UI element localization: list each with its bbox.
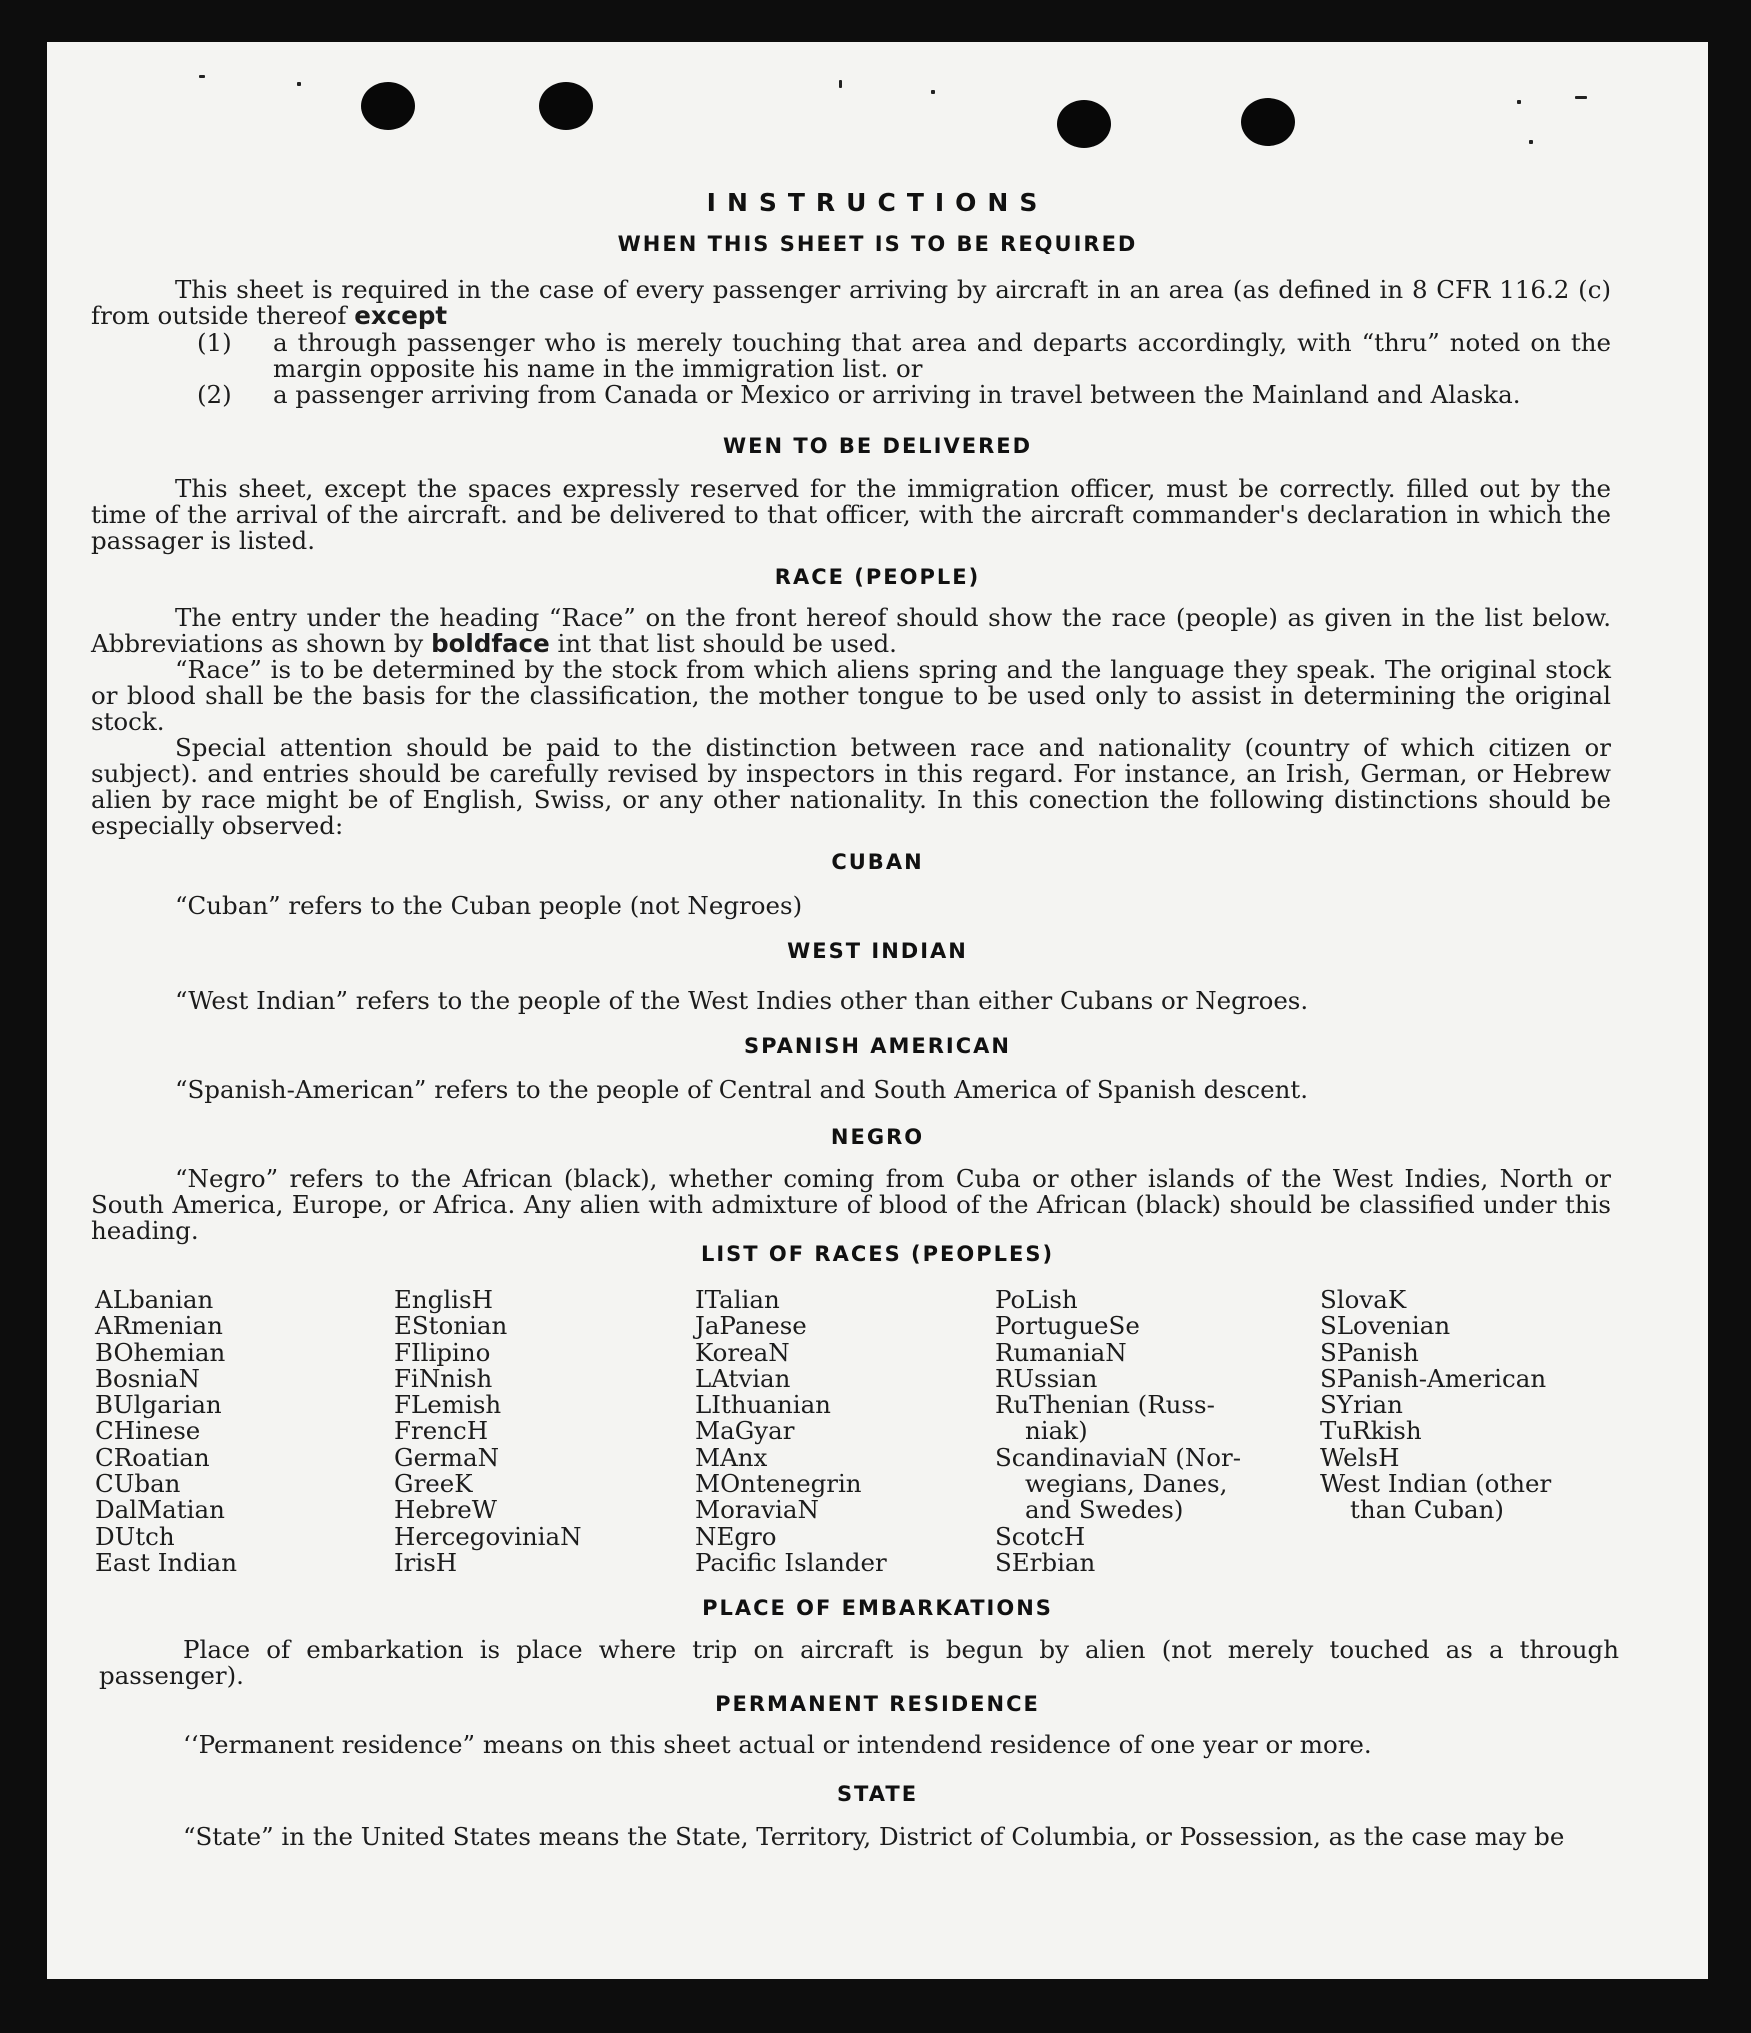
- race-item: ALbanian: [95, 1285, 214, 1314]
- race-item: HebreW: [394, 1495, 497, 1525]
- race-item-continued: wegians, Danes,: [1025, 1469, 1228, 1499]
- heading-permanent-residence: PERMANENT RESIDENCE: [715, 1692, 1040, 1716]
- paragraph-race-entry: The entry under the heading “Race” on the front hereof should show the race (people) as given in the list below. Abbreviations as shown by boldface int that list should be used.: [91, 603, 1611, 658]
- race-item: CRoatian: [95, 1442, 210, 1472]
- speck: [1575, 96, 1587, 99]
- race-item: GermaN: [394, 1442, 500, 1472]
- race-item: HercegoviniaN: [394, 1521, 582, 1551]
- race-item: ScotcH: [995, 1521, 1086, 1551]
- race-item: ITalian: [695, 1285, 780, 1314]
- race-item: RuThenian (Russ-: [995, 1390, 1215, 1420]
- race-item: WelsH: [1320, 1442, 1400, 1472]
- list-item: (1) a through passenger who is merely touching that area and departs accordingly, with “thru” noted on the margin opposite his name in the immigration list. or: [197, 328, 1611, 383]
- race-item: EStonian: [394, 1311, 508, 1341]
- race-item-continued: than Cuban): [1350, 1495, 1504, 1525]
- race-column-1: [95, 1287, 237, 1576]
- heading-spanish-american: SPANISH AMERICAN: [744, 1034, 1011, 1058]
- race-item: CUban: [95, 1469, 181, 1499]
- race-item: PoLish: [995, 1285, 1078, 1314]
- race-item-continued: and Swedes): [1025, 1495, 1184, 1525]
- heading-negro: NEGRO: [830, 1125, 925, 1149]
- race-item: GreeK: [394, 1469, 473, 1499]
- heading-embarkation: PLACE OF EMBARKATIONS: [702, 1596, 1053, 1620]
- heading-race: RACE (PEOPLE): [774, 565, 981, 589]
- paragraph-required: This sheet is required in the case of every passenger arriving by aircraft in an area (as defined in 8 CFR 116.2 (c) from outside thereof except: [91, 275, 1611, 330]
- heading-list-of-races: LIST OF RACES (PEOPLES): [700, 1242, 1055, 1266]
- paragraph-spanish-american: “Spanish-American” refers to the people of Central and South America of Spanish descent.: [175, 1075, 1309, 1104]
- race-item: FrencH: [394, 1416, 489, 1446]
- speck: [297, 82, 301, 86]
- speck: [1529, 140, 1533, 144]
- race-item: MoraviaN: [695, 1495, 819, 1525]
- race-item: NEgro: [695, 1521, 777, 1551]
- race-item: RUssian: [995, 1363, 1098, 1393]
- race-column-2: [394, 1287, 582, 1576]
- paragraph-permanent-residence: ‘‘Permanent residence” means on this sheet actual or intendend residence of one year or more.: [183, 1730, 1372, 1759]
- speck: [199, 75, 205, 78]
- race-item: ScandinaviaN (Nor-: [995, 1442, 1242, 1472]
- race-item: East Indian: [95, 1547, 238, 1577]
- race-item: West Indian (other: [1320, 1469, 1552, 1499]
- heading-when-required: WHEN THIS SHEET IS TO BE REQUIRED: [617, 232, 1138, 256]
- paragraph-embarkation: Place of embarkation is place where trip on aircraft is begun by alien (not merely touched as a through passenger).: [99, 1635, 1619, 1690]
- paragraph-negro: “Negro” refers to the African (black), whether coming from Cuba or other islands of the West Indies, North or South America, Europe, or Africa. Any alien with admixture of blood of the African (black) should be classified under this heading.: [91, 1164, 1611, 1245]
- race-item: DalMatian: [95, 1495, 225, 1525]
- race-item: IrisH: [394, 1547, 458, 1577]
- speck: [1517, 100, 1521, 104]
- race-item: DUtch: [95, 1521, 175, 1551]
- race-item: BOhemian: [95, 1337, 226, 1367]
- race-item: LAtvian: [695, 1363, 791, 1393]
- heading-cuban: CUBAN: [831, 850, 924, 874]
- race-item: Pacific Islander: [695, 1547, 887, 1577]
- heading-state: STATE: [836, 1782, 919, 1806]
- race-item: PortugueSe: [995, 1311, 1140, 1341]
- speck: [931, 90, 935, 94]
- punch-hole: [361, 82, 415, 130]
- race-item: ARmenian: [95, 1311, 223, 1341]
- race-item: BosniaN: [95, 1363, 200, 1393]
- race-item: FIlipino: [394, 1337, 491, 1367]
- list-item: (2) a passenger arriving from Canada or Mexico or arriving in travel between the Mainland and Alaska.: [197, 380, 1521, 409]
- race-item: BUlgarian: [95, 1390, 222, 1420]
- race-item: CHinese: [95, 1416, 201, 1446]
- race-item: MOntenegrin: [695, 1469, 862, 1499]
- heading-west-indian: WEST INDIAN: [787, 939, 968, 963]
- document-page: [47, 42, 1708, 1979]
- race-item: MAnx: [695, 1442, 768, 1472]
- race-item: EnglisH: [394, 1285, 493, 1314]
- paragraph-cuban: “Cuban” refers to the Cuban people (not Negroes): [175, 891, 803, 920]
- race-item: SYrian: [1320, 1390, 1403, 1420]
- race-item: MaGyar: [695, 1416, 795, 1446]
- race-item: KoreaN: [695, 1337, 790, 1367]
- race-item: SlovaK: [1320, 1285, 1407, 1314]
- race-item: FLemish: [394, 1390, 502, 1420]
- paragraph-race-stock: “Race” is to be determined by the stock from which aliens spring and the language they speak. The original stock or blood shall be the basis for the classification, the mother tongue to be used only to assist in determining the original stock.: [91, 655, 1611, 736]
- page-title: INSTRUCTIONS: [706, 188, 1049, 217]
- paragraph-state: “State” in the United States means the State, Territory, District of Columbia, or Possession, as the case may be: [183, 1822, 1565, 1851]
- race-column-4: [995, 1287, 1241, 1576]
- paragraph-delivered: This sheet, except the spaces expressly reserved for the immigration officer, must be correctly. filled out by the time of the arrival of the aircraft. and be delivered to that officer, with the aircraft commander's declaration in which the passager is listed.: [91, 474, 1611, 555]
- punch-hole: [539, 82, 593, 130]
- race-item: RumaniaN: [995, 1337, 1127, 1367]
- paragraph-race-distinction: Special attention should be paid to the distinction between race and nationality (country of which citizen or subject). and entries should be carefully revised by inspectors in this regard. For instance, an Irish, German, or Hebrew alien by race might be of English, Swiss, or any other nationality. In this conection the following distinctions should be especially observed:: [91, 733, 1611, 840]
- race-item: JaPanese: [695, 1311, 807, 1341]
- race-item: TuRkish: [1320, 1416, 1422, 1446]
- race-item: LIthuanian: [695, 1390, 831, 1420]
- race-item: SPanish: [1320, 1337, 1419, 1367]
- race-column-5: [1320, 1287, 1551, 1524]
- race-item: FiNnish: [394, 1363, 493, 1393]
- race-item: SErbian: [995, 1547, 1096, 1577]
- speck: [839, 80, 842, 88]
- punch-hole: [1241, 98, 1295, 146]
- race-item: SLovenian: [1320, 1311, 1451, 1341]
- punch-hole: [1057, 100, 1111, 148]
- race-column-3: [695, 1287, 887, 1576]
- race-item-continued: niak): [1025, 1416, 1088, 1446]
- heading-when-delivered: WEN TO BE DELIVERED: [722, 434, 1033, 458]
- paragraph-west-indian: “West Indian” refers to the people of the West Indies other than either Cubans or Negroes.: [175, 986, 1309, 1015]
- race-item: SPanish-American: [1320, 1363, 1547, 1393]
